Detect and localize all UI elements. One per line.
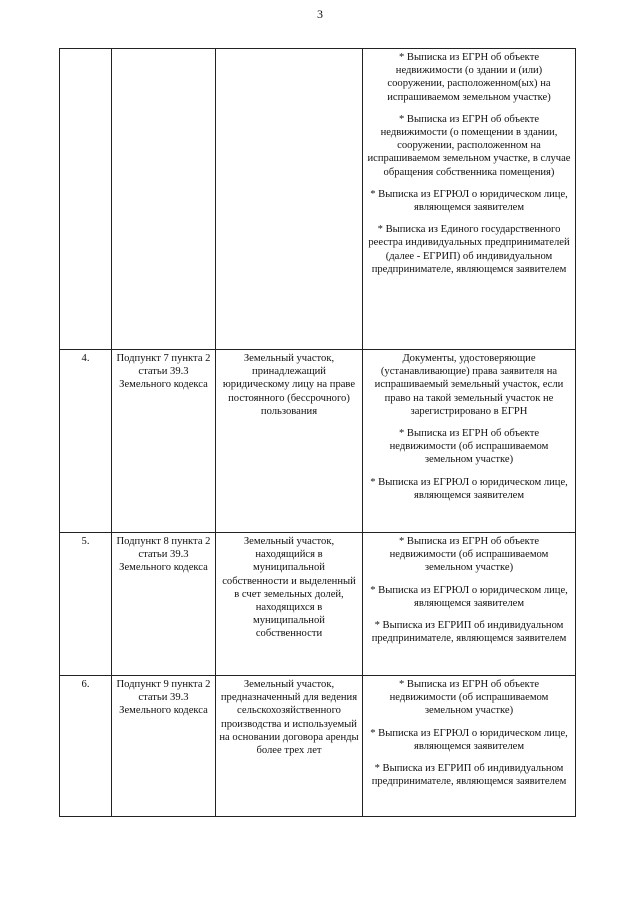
land-plot-cell: Земельный участок, предназначенный для ведения сельскохозяйственного производства и используемый на основании договора аренды более трех лет <box>216 676 363 817</box>
row-number-cell: 6. <box>60 676 112 817</box>
document-item: * Выписка из ЕГРИП об индивидуальном предпринимателе, являющемся заявителем <box>371 763 567 788</box>
legal-basis-cell <box>112 49 216 350</box>
documents-cell <box>363 49 576 350</box>
documents-cell <box>363 676 576 817</box>
document-item: * Выписка из ЕГРЮЛ о юридическом лице, являющемся заявителем <box>370 584 568 609</box>
document-item: * Выписка из ЕГРЮЛ о юридическом лице, являющемся заявителем <box>370 476 568 501</box>
table-row <box>60 676 576 817</box>
legal-basis-cell: Подпункт 8 пункта 2 статьи 39.3 Земельного кодекса <box>112 533 216 676</box>
land-plot-cell <box>216 49 363 350</box>
document-item: * Выписка из ЕГРН об объекте недвижимости (о здании и (или) сооружении, расположенном(ых) на испрашиваемом земельном участке) <box>387 52 551 103</box>
table-row <box>60 533 576 676</box>
land-plot-cell: Земельный участок, находящийся в муниципальной собственности и выделенный в счет земельных долей, находящихся в муниципальной собственности <box>216 533 363 676</box>
document-item: * Выписка из Единого государственного реестра индивидуальных предпринимателей (далее - ЕГРИП) об индивидуальном предпринимателе, являющемся заявителем <box>368 224 570 275</box>
table-row <box>60 350 576 533</box>
document-item: Документы, удостоверяющие (устанавливающие) права заявителя на испрашиваемый земельный участок, если право на такой земельный участок не зарегистрировано в ЕГРН <box>374 353 564 417</box>
document-item: * Выписка из ЕГРН об объекте недвижимости (об испрашиваемом земельном участке) <box>389 679 549 717</box>
document-item: * Выписка из ЕГРИП об индивидуальном предпринимателе, являющемся заявителем <box>371 620 567 645</box>
table-row <box>60 49 576 350</box>
row-number-cell <box>60 49 112 350</box>
document-item: * Выписка из ЕГРЮЛ о юридическом лице, являющемся заявителем <box>370 188 568 214</box>
row-number-cell: 4. <box>60 350 112 533</box>
legal-basis-cell: Подпункт 9 пункта 2 статьи 39.3 Земельного кодекса <box>112 676 216 817</box>
document-item: * Выписка из ЕГРЮЛ о юридическом лице, являющемся заявителем <box>370 727 568 752</box>
document-item: * Выписка из ЕГРН об объекте недвижимости (об испрашиваемом земельном участке) <box>389 428 549 466</box>
documents-cell <box>363 533 576 676</box>
page-number: 3 <box>317 7 323 21</box>
documents-cell <box>363 350 576 533</box>
row-number-cell: 5. <box>60 533 112 676</box>
documents-table <box>59 48 576 817</box>
legal-basis-cell: Подпункт 7 пункта 2 статьи 39.3 Земельного кодекса <box>112 350 216 533</box>
land-plot-cell: Земельный участок, принадлежащий юридическому лицу на праве постоянного (бессрочного) пользования <box>216 350 363 533</box>
document-item: * Выписка из ЕГРН об объекте недвижимости (о помещении в здании, сооружении, расположенном на испрашиваемом земельном участке, в случае обращения собственника помещения) <box>367 113 571 178</box>
document-item: * Выписка из ЕГРН об объекте недвижимости (об испрашиваемом земельном участке) <box>389 536 549 574</box>
